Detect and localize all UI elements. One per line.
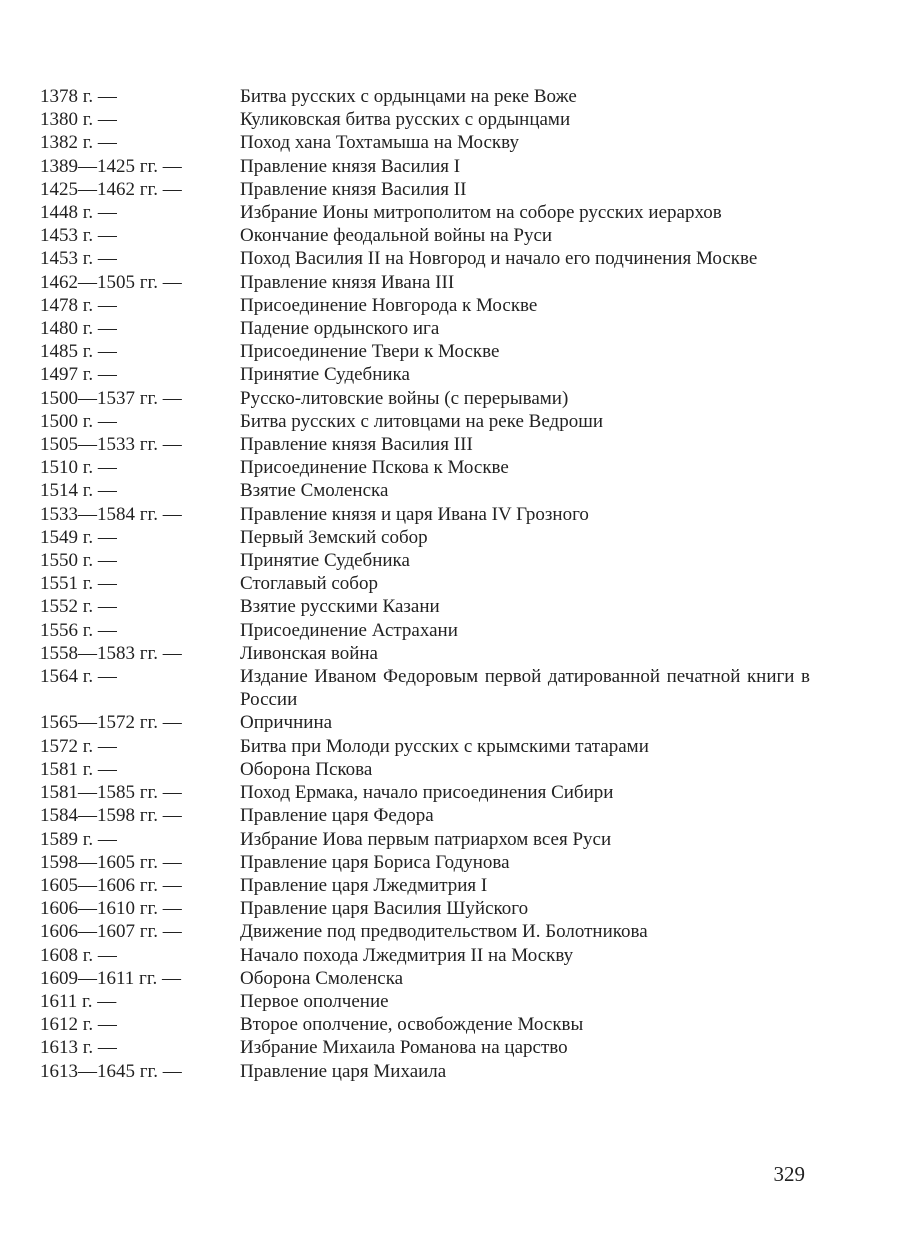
timeline-entry	[40, 317, 810, 340]
timeline-entry	[40, 897, 810, 920]
entry-event: Русско-литовские войны (с перерывами)	[240, 387, 569, 409]
timeline-entry	[40, 294, 810, 317]
timeline-entry	[40, 665, 810, 711]
entry-event: Правление князя Василия I	[240, 155, 461, 177]
entry-event: Поход хана Тохтамыша на Москву	[240, 132, 519, 154]
entry-date: 1550 г. —	[40, 550, 117, 572]
entry-date: 1380 г. —	[40, 109, 117, 131]
entry-date: 1453 г. —	[40, 225, 117, 247]
entry-event: Избрание Михаила Романова на царство	[240, 1037, 568, 1059]
entry-event: Издание Иваном Федоровым первой датированной печатной книги в России	[240, 666, 810, 711]
entry-event: Ливонская война	[240, 642, 378, 664]
entry-date: 1589 г. —	[40, 828, 117, 850]
entry-date: 1556 г. —	[40, 619, 117, 641]
entry-date: 1533—1584 гг. —	[40, 503, 182, 525]
entry-date: 1572 г. —	[40, 735, 117, 757]
timeline-entry	[40, 967, 810, 990]
timeline-entry	[40, 363, 810, 386]
entry-event: Падение ордынского ига	[240, 318, 440, 340]
entry-date: 1551 г. —	[40, 573, 117, 595]
timeline-entry	[40, 340, 810, 363]
entry-date: 1505—1533 гг. —	[40, 434, 182, 456]
entry-date: 1500—1537 гг. —	[40, 387, 182, 409]
entry-event: Присоединение Пскова к Москве	[240, 457, 509, 479]
timeline-entry	[40, 503, 810, 526]
timeline-entry	[40, 781, 810, 804]
entry-date: 1565—1572 гг. —	[40, 712, 182, 734]
entry-date: 1608 г. —	[40, 944, 117, 966]
entry-date: 1558—1583 гг. —	[40, 642, 182, 664]
entry-event: Избрание Иова первым патриархом всея Руси	[240, 828, 612, 850]
timeline-entry	[40, 224, 810, 247]
entry-event: Взятие русскими Казани	[240, 596, 440, 618]
entry-date: 1514 г. —	[40, 480, 117, 502]
entry-date: 1584—1598 гг. —	[40, 805, 182, 827]
entry-date: 1606—1607 гг. —	[40, 921, 182, 943]
entry-date: 1480 г. —	[40, 318, 117, 340]
entry-event: Движение под предводительством И. Болотникова	[240, 921, 648, 943]
timeline-entry	[40, 526, 810, 549]
timeline-entry	[40, 990, 810, 1013]
entry-event: Правление царя Василия Шуйского	[240, 898, 529, 920]
entry-event: Правление князя Василия III	[240, 434, 473, 456]
entry-date: 1598—1605 гг. —	[40, 851, 182, 873]
timeline-entry	[40, 108, 810, 131]
timeline-entry	[40, 619, 810, 642]
timeline-entry	[40, 595, 810, 618]
timeline-entry	[40, 271, 810, 294]
entry-date: 1609—1611 гг. —	[40, 967, 181, 989]
entry-event: Первое ополчение	[240, 990, 389, 1012]
entry-event: Битва русских с ордынцами на реке Воже	[240, 86, 577, 107]
entry-event: Принятие Судебника	[240, 550, 410, 572]
entry-date: 1485 г. —	[40, 341, 117, 363]
entry-event: Начало похода Лжедмитрия II на Москву	[240, 944, 574, 966]
entry-event: Взятие Смоленска	[240, 480, 389, 502]
entry-event: Принятие Судебника	[240, 364, 410, 386]
entry-date: 1606—1610 гг. —	[40, 898, 182, 920]
entry-date: 1425—1462 гг. —	[40, 178, 182, 200]
timeline-entry	[40, 1060, 810, 1083]
timeline-entry	[40, 804, 810, 827]
entry-event: Присоединение Новгорода к Москве	[240, 294, 538, 316]
entry-date: 1612 г. —	[40, 1014, 117, 1036]
timeline-entry	[40, 828, 810, 851]
entry-date: 1613—1645 гг. —	[40, 1060, 182, 1082]
timeline-entry	[40, 1036, 810, 1059]
timeline-entry	[40, 433, 810, 456]
timeline-entry	[40, 1013, 810, 1036]
timeline-entry	[40, 944, 810, 967]
entry-date: 1497 г. —	[40, 364, 117, 386]
entry-date: 1462—1505 гг. —	[40, 271, 182, 293]
entry-event: Поход Ермака, начало присоединения Сибири	[240, 782, 614, 804]
entry-event: Второе ополчение, освобождение Москвы	[240, 1014, 584, 1036]
entry-event: Опричнина	[240, 712, 333, 734]
entry-event: Битва русских с литовцами на реке Ведроши	[240, 410, 603, 432]
entry-event: Битва при Молоди русских с крымскими татарами	[240, 735, 649, 757]
entry-event: Правление князя Ивана III	[240, 271, 455, 293]
timeline-entry	[40, 642, 810, 665]
timeline-entry	[40, 549, 810, 572]
entry-event: Первый Земский собор	[240, 526, 428, 548]
entry-event: Куликовская битва русских с ордынцами	[240, 109, 571, 131]
entry-date: 1378 г. —	[40, 86, 117, 107]
entry-date: 1581 г. —	[40, 758, 117, 780]
timeline-entry	[40, 851, 810, 874]
entry-date: 1453 г. —	[40, 248, 117, 270]
entry-event: Правление царя Бориса Годунова	[240, 851, 510, 873]
entry-event: Присоединение Астрахани	[240, 619, 458, 641]
entry-date: 1478 г. —	[40, 294, 117, 316]
entry-date: 1552 г. —	[40, 596, 117, 618]
entry-date: 1382 г. —	[40, 132, 117, 154]
chronology-list	[40, 85, 810, 1083]
entry-event: Правление князя и царя Ивана IV Грозного	[240, 503, 589, 525]
page-number: 329	[773, 1162, 805, 1186]
entry-date: 1389—1425 гг. —	[40, 155, 182, 177]
entry-date: 1613 г. —	[40, 1037, 117, 1059]
timeline-entry	[40, 131, 810, 154]
timeline-entry	[40, 920, 810, 943]
entry-event: Избрание Ионы митрополитом на соборе русских иерархов	[240, 202, 722, 224]
entry-event: Правление князя Василия II	[240, 178, 467, 200]
entry-date: 1611 г. —	[40, 990, 117, 1012]
entry-date: 1564 г. —	[40, 666, 117, 688]
timeline-entry	[40, 479, 810, 502]
timeline-entry	[40, 874, 810, 897]
timeline-entry	[40, 85, 810, 108]
entry-event: Поход Василия II на Новгород и начало его подчинения Москве	[240, 248, 758, 270]
entry-date: 1510 г. —	[40, 457, 117, 479]
timeline-entry	[40, 247, 810, 270]
entry-date: 1549 г. —	[40, 526, 117, 548]
timeline-entry	[40, 758, 810, 781]
timeline-entry	[40, 178, 810, 201]
entry-date: 1500 г. —	[40, 410, 117, 432]
entry-event: Стоглавый собор	[240, 573, 378, 595]
timeline-entry	[40, 387, 810, 410]
entry-date: 1448 г. —	[40, 202, 117, 224]
timeline-entry	[40, 735, 810, 758]
entry-event: Оборона Смоленска	[240, 967, 404, 989]
entry-event: Окончание феодальной войны на Руси	[240, 225, 553, 247]
timeline-entry	[40, 711, 810, 734]
timeline-entry	[40, 456, 810, 479]
entry-date: 1605—1606 гг. —	[40, 874, 182, 896]
entry-date: 1581—1585 гг. —	[40, 782, 182, 804]
timeline-entry	[40, 572, 810, 595]
timeline-entry	[40, 201, 810, 224]
timeline-entry	[40, 155, 810, 178]
entry-event: Оборона Пскова	[240, 758, 373, 780]
timeline-entry	[40, 410, 810, 433]
entry-event: Правление царя Лжедмитрия I	[240, 874, 488, 896]
entry-event: Присоединение Твери к Москве	[240, 341, 500, 363]
entry-event: Правление царя Федора	[240, 805, 434, 827]
entry-event: Правление царя Михаила	[240, 1060, 447, 1082]
